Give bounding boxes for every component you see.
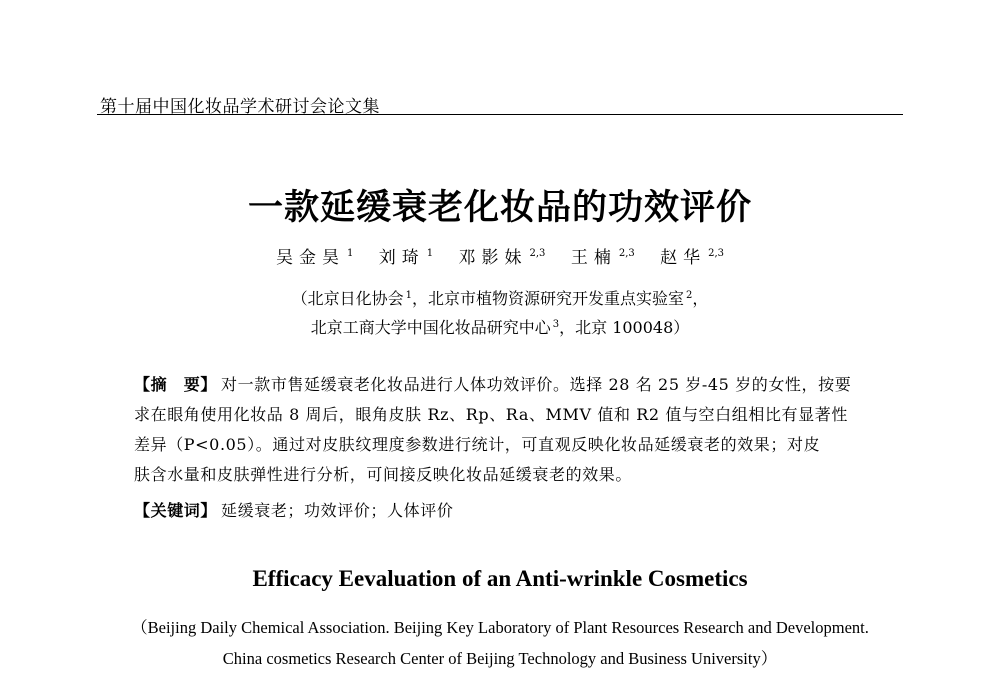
author-list	[0, 243, 1000, 268]
abstract-line	[134, 370, 874, 400]
affiliation-mark: 2	[686, 289, 693, 301]
author-5	[660, 243, 724, 268]
author-name: 刘琦	[378, 248, 425, 268]
running-header: 第十届中国化妆品学术研讨会论文集	[100, 97, 380, 117]
author-affiliation-mark: 2,3	[708, 248, 725, 260]
author-4	[571, 243, 635, 268]
author-affiliation-mark: 1	[426, 248, 434, 260]
author-name: 王楠	[570, 248, 617, 268]
paper-title-english: Efficacy Eevaluation of an Anti-wrinkle Cosmetics	[252, 566, 748, 591]
author-name: 邓影妹	[458, 248, 528, 268]
abstract-text: 对一款市售延缓衰老化妆品进行人体功效评价。选择 28 名 25 岁-45 岁的女性，按要	[221, 375, 852, 394]
keywords	[134, 498, 453, 521]
affiliation-mark: 1	[405, 289, 412, 301]
author-name: 吴金昊	[275, 248, 345, 268]
author-3	[459, 243, 546, 268]
author-affiliation-mark: 2,3	[529, 248, 546, 260]
author-affiliation-mark: 2,3	[618, 248, 635, 260]
affiliation-text: （北京日化协会	[291, 289, 404, 308]
affiliation-english-line-1: （Beijing Daily Chemical Association. Beijing Key Laboratory of Plant Resources Research and Development.	[131, 618, 869, 637]
abstract-line: 求在眼角使用化妆品 8 周后，眼角皮肤 Rz、Rp、Ra、MMV 值和 R2 值与空白组相比有显著性	[134, 405, 848, 424]
affiliation-line-1	[0, 286, 1000, 309]
affiliation-text: 北京工商大学中国化妆品研究中心	[310, 318, 551, 337]
author-2	[379, 243, 433, 268]
affiliation-english-line-2: China cosmetics Research Center of Beijing Technology and Business University）	[222, 649, 778, 668]
author-1	[276, 243, 353, 268]
abstract-label: 【摘 要】	[134, 375, 218, 394]
keywords-text: 延缓衰老；功效评价；人体评价	[221, 501, 454, 520]
author-affiliation-mark: 1	[346, 248, 354, 260]
affiliation-text: ，	[692, 289, 709, 308]
affiliation-line-2	[0, 315, 1000, 338]
abstract-line: 差异（P<0.05）。通过对皮肤纹理度参数进行统计，可直观反映化妆品延缓衰老的效果；对皮	[134, 435, 821, 454]
affiliation-text: ，北京 100048）	[559, 318, 690, 337]
paper-title-chinese: 一款延缓衰老化妆品的功效评价	[247, 188, 752, 228]
affiliation-text: ，北京市植物资源研究开发重点实验室	[411, 289, 684, 308]
abstract-line: 肤含水量和皮肤弹性进行分析，可间接反映化妆品延缓衰老的效果。	[134, 465, 633, 484]
affiliation-mark: 3	[552, 318, 560, 330]
abstract	[134, 370, 874, 490]
header-rule	[97, 114, 903, 115]
author-name: 赵华	[660, 248, 707, 268]
keywords-label: 【关键词】	[134, 501, 218, 520]
